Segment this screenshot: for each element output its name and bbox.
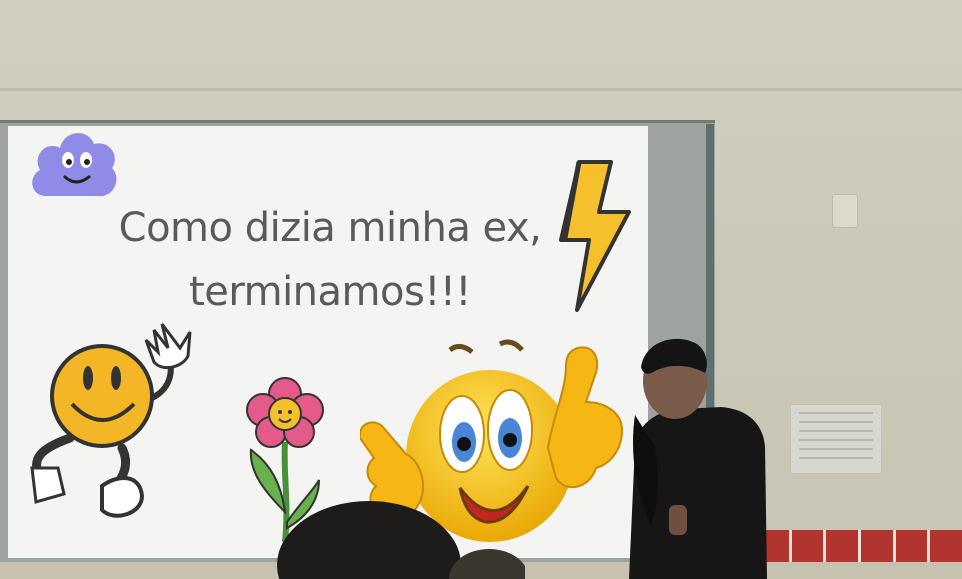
wall-molding [0, 88, 962, 91]
lightning-bolt-icon [555, 160, 637, 312]
wall-switch [832, 194, 858, 228]
slide-title [110, 196, 550, 324]
smiling-cloud-icon [26, 126, 120, 210]
running-smiley-icon [22, 318, 197, 528]
slide-title-line-1: Como dizia minha ex, [118, 205, 542, 251]
wall-poster [790, 404, 882, 474]
presenter-person [625, 335, 770, 579]
audience-head [265, 495, 525, 579]
slide-title-line-2: terminamos!!! [189, 269, 471, 315]
red-tile-strip [757, 530, 962, 564]
